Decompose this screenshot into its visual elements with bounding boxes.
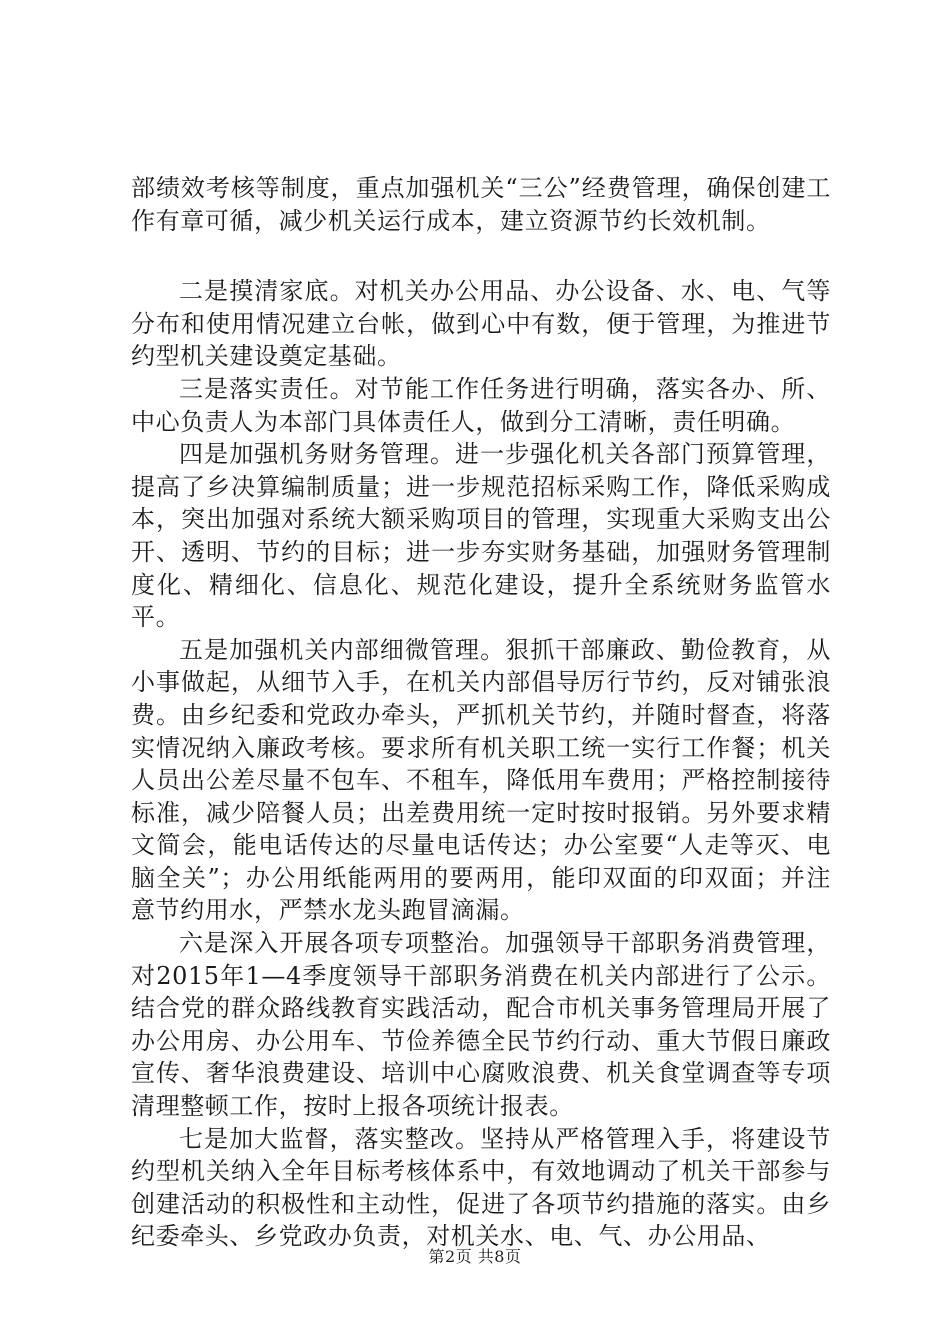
page-number-footer: 第2页 共8页	[428, 1247, 522, 1266]
paragraph-item-5: 五是加强机关内部细微管理。狠抓干部廉政、勤俭教育，从小事做起，从细节入手，在机关内部倡导厉行节约，反对铺张浪费。由乡纪委和党政办牵头，严抓机关节约，并随时督查，将落实情况纳入廉政考核。要求所有机关职工统一实行工作餐；机关人员出公差尽量不包车、不租车，降低用车费用；严格控制接待标准，减少陪餐人员；出差费用统一定时按时报销。另外要求精文简会，能电话传达的尽量电话传达；办公室要“人走等灭、电脑全关”；办公用纸能两用的要两用，能印双面的印双面；并注意节约用水，严禁水龙头跑冒滴漏。	[131, 635, 831, 925]
paragraph-item-2: 二是摸清家底。对机关办公用品、办公设备、水、电、气等分布和使用情况建立台帐，做到心中有数，便于管理，为推进节约型机关建设奠定基础。	[131, 277, 831, 371]
paragraph-item-3: 三是落实责任。对节能工作任务进行明确，落实各办、所、中心负责人为本部门具体责任人，做到分工清晰，责任明确。	[131, 374, 831, 436]
paragraph-item-4: 四是加强机务财务管理。进一步强化机关各部门预算管理，提高了乡决算编制质量；进一步规范招标采购工作，降低采购成本，突出加强对系统大额采购项目的管理，实现重大采购支出公开、透明、节约的目标；进一步夯实财务基础，加强财务管理制度化、精细化、信息化、规范化建设，提升全系统财务监管水平。	[131, 440, 831, 632]
paragraph-item-6: 六是深入开展各项专项整治。加强领导干部职务消费管理，对2015年1—4季度领导干部职务消费在机关内部进行了公示。结合党的群众路线教育实践活动，配合市机关事务管理局开展了办公用房、办公用车、节俭养德全民节约行动、重大节假日廉政宣传、奢华浪费建设、培训中心腐败浪费、机关食堂调查等专项清理整顿工作，按时上报各项统计报表。	[131, 929, 831, 1121]
document-body	[131, 172, 831, 1253]
paragraph-item-7: 七是加大监督，落实整改。坚持从严格管理入手，将建设节约型机关纳入全年目标考核体系中，有效地调动了机关干部参与创建活动的积极性和主动性，促进了各项节约措施的落实。由乡纪委牵头、乡党政办负责，对机关水、电、气、办公用品、	[131, 1124, 831, 1251]
paragraph-continuation: 部绩效考核等制度，重点加强机关“三公”经费管理，确保创建工作有章可循，减少机关运行成本，建立资源节约长效机制。	[131, 174, 831, 235]
